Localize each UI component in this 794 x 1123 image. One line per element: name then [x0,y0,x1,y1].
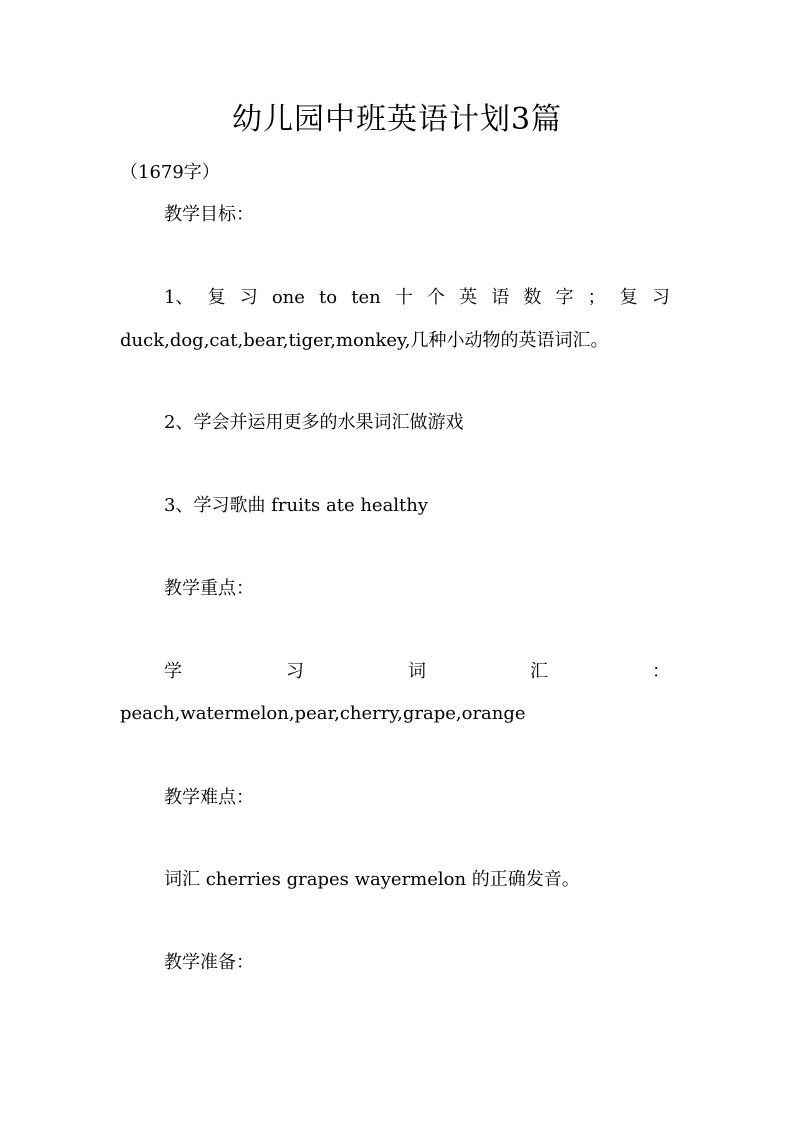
goal-1-token: 语 [491,287,510,308]
document-title: 幼儿园中班英语计划3篇 [231,102,563,137]
key-points-token: 词 [408,661,426,682]
goal-1-token: 复 [207,287,226,308]
preparation-heading: 教学准备： [164,952,254,973]
goal-1-token: 数 [523,287,542,308]
goal-1-token: 习 [651,287,670,308]
goal-1-token: ten [351,287,381,308]
difficulties-heading: 教学难点： [164,787,254,808]
goal-1-token: 个 [426,287,445,308]
word-count: （1679字） [120,162,220,183]
key-points-heading: 教学重点： [164,578,254,599]
goal-1-line-2: duck,dog,cat,bear,tiger,monkey,几种小动物的英语词汇。 [120,330,609,351]
key-points-token: 汇 [530,661,548,682]
goal-1-token: one [271,287,305,308]
goal-1-token: 字 [555,287,574,308]
goal-2: 2、学会并运用更多的水果词汇做游戏 [164,412,464,433]
goal-1-token: 十 [394,287,413,308]
key-points-token: 学 [164,661,182,682]
goal-1-token: to [319,287,338,308]
goals-heading: 教学目标： [164,204,254,225]
goal-1-token: 习 [239,287,258,308]
key-points-vocabulary: peach,watermelon,pear,cherry,grape,orange [120,703,526,724]
goal-3: 3、学习歌曲 fruits ate healthy [164,495,429,516]
difficulties-text: 词汇 cherries grapes wayermelon 的正确发音。 [164,869,580,890]
goal-1-token: ； [587,287,606,308]
goal-1-line-1 [164,285,670,311]
key-points-token: ： [652,661,670,682]
key-points-line-1 [164,659,670,685]
goal-1-token: 复 [619,287,638,308]
goal-1-token: 1、 [164,287,194,308]
key-points-token: 习 [286,661,304,682]
goal-1-token: 英 [459,287,478,308]
